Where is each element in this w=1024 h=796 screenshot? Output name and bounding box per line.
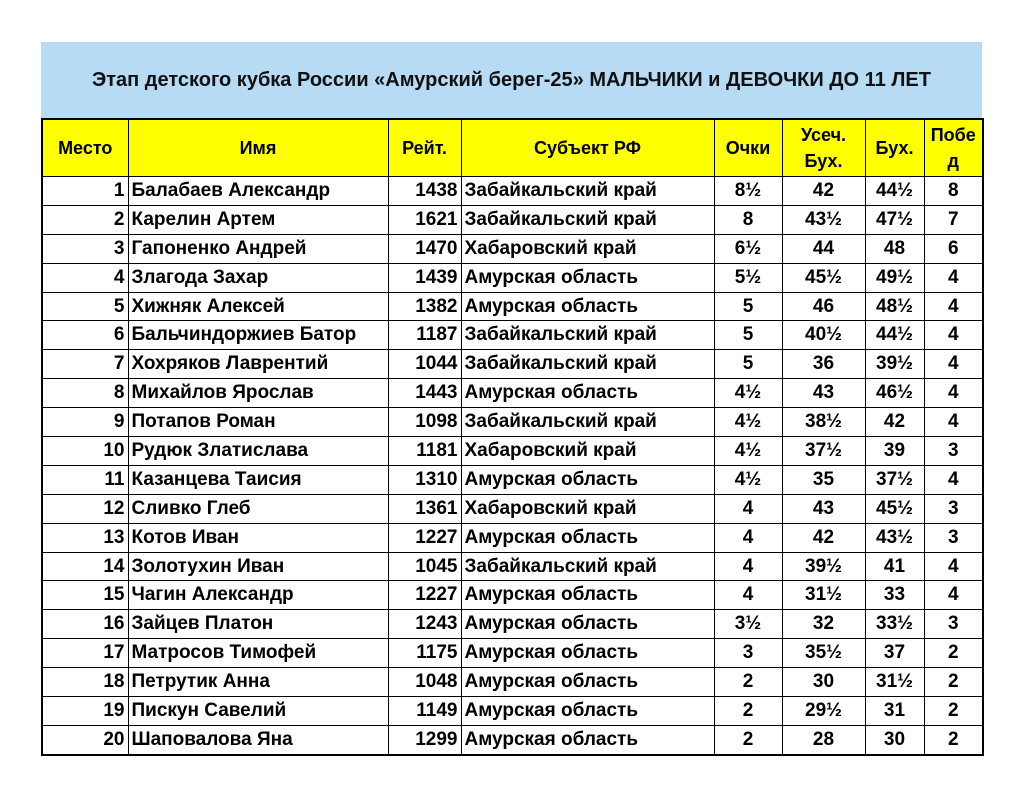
- cell-points: 2: [714, 697, 782, 726]
- table-row: [42, 263, 983, 292]
- cell-buchholz: 43½: [865, 523, 924, 552]
- cell-wins: 2: [924, 697, 983, 726]
- cell-region: Амурская область: [461, 610, 714, 639]
- cell-name: Хохряков Лаврентий: [128, 350, 388, 379]
- cell-region: Забайкальский край: [461, 205, 714, 234]
- cell-wins: 2: [924, 725, 983, 754]
- cell-region: Амурская область: [461, 379, 714, 408]
- cell-buchholz: 49½: [865, 263, 924, 292]
- cell-region: Амурская область: [461, 697, 714, 726]
- cell-points: 2: [714, 725, 782, 754]
- cell-cut-buchholz: 42: [782, 523, 865, 552]
- cell-cut-buchholz: 39½: [782, 552, 865, 581]
- cell-wins: 4: [924, 552, 983, 581]
- table-row: [42, 292, 983, 321]
- cell-points: 4½: [714, 408, 782, 437]
- cell-name: Гапоненко Андрей: [128, 234, 388, 263]
- header-cut-buchholz: Усеч. Бух.: [782, 119, 865, 177]
- cell-cut-buchholz: 31½: [782, 581, 865, 610]
- cell-cut-buchholz: 36: [782, 350, 865, 379]
- cell-region: Хабаровский край: [461, 234, 714, 263]
- cell-region: Амурская область: [461, 668, 714, 697]
- cell-name: Матросов Тимофей: [128, 639, 388, 668]
- cell-rating: 1299: [388, 725, 461, 754]
- cell-cut-buchholz: 29½: [782, 697, 865, 726]
- cell-cut-buchholz: 38½: [782, 408, 865, 437]
- cell-points: 4: [714, 552, 782, 581]
- cell-place: 7: [42, 350, 128, 379]
- cell-place: 12: [42, 494, 128, 523]
- table-row: [42, 639, 983, 668]
- cell-place: 3: [42, 234, 128, 263]
- cell-name: Сливко Глеб: [128, 494, 388, 523]
- cell-buchholz: 44½: [865, 177, 924, 206]
- cell-place: 9: [42, 408, 128, 437]
- cell-region: Забайкальский край: [461, 408, 714, 437]
- cell-points: 4½: [714, 437, 782, 466]
- cell-wins: 2: [924, 668, 983, 697]
- cell-points: 2: [714, 668, 782, 697]
- cell-cut-buchholz: 44: [782, 234, 865, 263]
- cell-wins: 3: [924, 437, 983, 466]
- cell-place: 19: [42, 697, 128, 726]
- cell-region: Забайкальский край: [461, 552, 714, 581]
- cell-region: Амурская область: [461, 263, 714, 292]
- table-row: [42, 581, 983, 610]
- table-row: [42, 234, 983, 263]
- cell-points: 5: [714, 321, 782, 350]
- cell-place: 11: [42, 465, 128, 494]
- cell-rating: 1149: [388, 697, 461, 726]
- table-title: Этап детского кубка России «Амурский берег-25» МАЛЬЧИКИ и ДЕВОЧКИ ДО 11 ЛЕТ: [92, 69, 931, 91]
- cell-name: Балабаев Александр: [128, 177, 388, 206]
- header-place: Место: [42, 119, 128, 177]
- cell-wins: 4: [924, 408, 983, 437]
- cell-rating: 1310: [388, 465, 461, 494]
- cell-place: 17: [42, 639, 128, 668]
- cell-points: 4: [714, 523, 782, 552]
- cell-cut-buchholz: 45½: [782, 263, 865, 292]
- results-table: [41, 118, 984, 756]
- cell-place: 8: [42, 379, 128, 408]
- cell-rating: 1470: [388, 234, 461, 263]
- cell-rating: 1227: [388, 523, 461, 552]
- cell-wins: 2: [924, 639, 983, 668]
- cell-buchholz: 45½: [865, 494, 924, 523]
- table-body: [42, 177, 983, 755]
- cell-region: Забайкальский край: [461, 350, 714, 379]
- cell-place: 1: [42, 177, 128, 206]
- cell-points: 6½: [714, 234, 782, 263]
- table-row: [42, 697, 983, 726]
- cell-buchholz: 39½: [865, 350, 924, 379]
- cell-points: 4½: [714, 465, 782, 494]
- cell-name: Золотухин Иван: [128, 552, 388, 581]
- cell-rating: 1438: [388, 177, 461, 206]
- cell-buchholz: 33: [865, 581, 924, 610]
- cell-cut-buchholz: 28: [782, 725, 865, 754]
- cell-name: Зайцев Платон: [128, 610, 388, 639]
- cell-points: 5½: [714, 263, 782, 292]
- cell-buchholz: 39: [865, 437, 924, 466]
- table-row: [42, 379, 983, 408]
- cell-name: Казанцева Таисия: [128, 465, 388, 494]
- cell-name: Потапов Роман: [128, 408, 388, 437]
- cell-wins: 4: [924, 263, 983, 292]
- cell-rating: 1243: [388, 610, 461, 639]
- cell-rating: 1382: [388, 292, 461, 321]
- cell-cut-buchholz: 32: [782, 610, 865, 639]
- cell-rating: 1175: [388, 639, 461, 668]
- header-points: Очки: [714, 119, 782, 177]
- cell-wins: 3: [924, 523, 983, 552]
- cell-region: Амурская область: [461, 465, 714, 494]
- cell-region: Хабаровский край: [461, 437, 714, 466]
- header-buchholz: Бух.: [865, 119, 924, 177]
- cell-buchholz: 37½: [865, 465, 924, 494]
- cell-buchholz: 48: [865, 234, 924, 263]
- cell-wins: 3: [924, 610, 983, 639]
- cell-buchholz: 33½: [865, 610, 924, 639]
- cell-region: Хабаровский край: [461, 494, 714, 523]
- cell-buchholz: 44½: [865, 321, 924, 350]
- cell-wins: 4: [924, 292, 983, 321]
- cell-place: 20: [42, 725, 128, 754]
- cell-points: 5: [714, 292, 782, 321]
- cell-name: Хижняк Алексей: [128, 292, 388, 321]
- cell-wins: 8: [924, 177, 983, 206]
- cell-rating: 1181: [388, 437, 461, 466]
- cell-name: Михайлов Ярослав: [128, 379, 388, 408]
- cell-points: 4: [714, 581, 782, 610]
- cell-name: Бальчиндоржиев Батор: [128, 321, 388, 350]
- cell-cut-buchholz: 40½: [782, 321, 865, 350]
- cell-rating: 1044: [388, 350, 461, 379]
- header-wins: Побед: [924, 119, 983, 177]
- table-row: [42, 408, 983, 437]
- cell-wins: 4: [924, 321, 983, 350]
- header-rating: Рейт.: [388, 119, 461, 177]
- cell-place: 10: [42, 437, 128, 466]
- cell-region: Амурская область: [461, 292, 714, 321]
- cell-region: Забайкальский край: [461, 321, 714, 350]
- cell-points: 4: [714, 494, 782, 523]
- cell-points: 3: [714, 639, 782, 668]
- cell-buchholz: 37: [865, 639, 924, 668]
- header-row: [42, 119, 983, 177]
- table-row: [42, 610, 983, 639]
- cell-place: 13: [42, 523, 128, 552]
- cell-place: 2: [42, 205, 128, 234]
- table-row: [42, 725, 983, 754]
- cell-wins: 4: [924, 350, 983, 379]
- cell-points: 5: [714, 350, 782, 379]
- table-row: [42, 552, 983, 581]
- header-region: Субъект РФ: [461, 119, 714, 177]
- table-row: [42, 177, 983, 206]
- cell-rating: 1443: [388, 379, 461, 408]
- table-row: [42, 437, 983, 466]
- table-row: [42, 523, 983, 552]
- cell-name: Шаповалова Яна: [128, 725, 388, 754]
- table-row: [42, 321, 983, 350]
- cell-buchholz: 31½: [865, 668, 924, 697]
- cell-name: Карелин Артем: [128, 205, 388, 234]
- header-name: Имя: [128, 119, 388, 177]
- cell-buchholz: 30: [865, 725, 924, 754]
- table-row: [42, 350, 983, 379]
- cell-cut-buchholz: 43: [782, 494, 865, 523]
- table-header: [42, 119, 983, 177]
- cell-rating: 1048: [388, 668, 461, 697]
- table-row: [42, 494, 983, 523]
- cell-buchholz: 42: [865, 408, 924, 437]
- table-row: [42, 205, 983, 234]
- cell-cut-buchholz: 46: [782, 292, 865, 321]
- cell-wins: 4: [924, 581, 983, 610]
- cell-region: Забайкальский край: [461, 177, 714, 206]
- cell-place: 15: [42, 581, 128, 610]
- cell-name: Петрутик Анна: [128, 668, 388, 697]
- cell-rating: 1227: [388, 581, 461, 610]
- cell-region: Амурская область: [461, 523, 714, 552]
- cell-rating: 1439: [388, 263, 461, 292]
- cell-points: 8: [714, 205, 782, 234]
- cell-points: 8½: [714, 177, 782, 206]
- cell-rating: 1621: [388, 205, 461, 234]
- cell-name: Рудюк Златислава: [128, 437, 388, 466]
- cell-place: 5: [42, 292, 128, 321]
- cell-buchholz: 47½: [865, 205, 924, 234]
- cell-buchholz: 46½: [865, 379, 924, 408]
- table-row: [42, 668, 983, 697]
- cell-place: 18: [42, 668, 128, 697]
- cell-cut-buchholz: 43: [782, 379, 865, 408]
- cell-wins: 4: [924, 465, 983, 494]
- cell-name: Злагода Захар: [128, 263, 388, 292]
- cell-cut-buchholz: 37½: [782, 437, 865, 466]
- table-row: [42, 465, 983, 494]
- cell-name: Чагин Александр: [128, 581, 388, 610]
- cell-cut-buchholz: 30: [782, 668, 865, 697]
- cell-place: 16: [42, 610, 128, 639]
- cell-buchholz: 41: [865, 552, 924, 581]
- cell-cut-buchholz: 43½: [782, 205, 865, 234]
- cell-place: 4: [42, 263, 128, 292]
- cell-place: 6: [42, 321, 128, 350]
- cell-wins: 6: [924, 234, 983, 263]
- cell-cut-buchholz: 42: [782, 177, 865, 206]
- cell-region: Амурская область: [461, 581, 714, 610]
- cell-name: Котов Иван: [128, 523, 388, 552]
- cell-cut-buchholz: 35½: [782, 639, 865, 668]
- cell-buchholz: 31: [865, 697, 924, 726]
- cell-buchholz: 48½: [865, 292, 924, 321]
- table-title-banner: [41, 42, 982, 118]
- cell-wins: 7: [924, 205, 983, 234]
- cell-wins: 3: [924, 494, 983, 523]
- cell-name: Пискун Савелий: [128, 697, 388, 726]
- cell-rating: 1361: [388, 494, 461, 523]
- cell-region: Амурская область: [461, 725, 714, 754]
- cell-region: Амурская область: [461, 639, 714, 668]
- cell-cut-buchholz: 35: [782, 465, 865, 494]
- cell-points: 4½: [714, 379, 782, 408]
- cell-rating: 1098: [388, 408, 461, 437]
- cell-rating: 1045: [388, 552, 461, 581]
- cell-wins: 4: [924, 379, 983, 408]
- cell-place: 14: [42, 552, 128, 581]
- cell-rating: 1187: [388, 321, 461, 350]
- cell-points: 3½: [714, 610, 782, 639]
